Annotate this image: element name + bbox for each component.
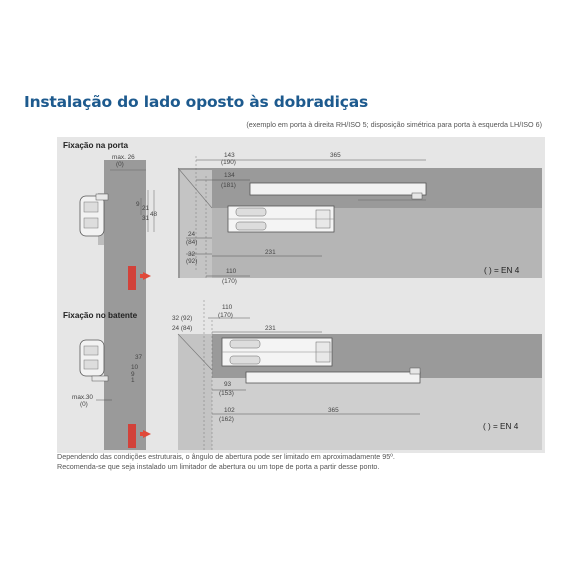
arrow-icon-bottom <box>143 430 151 438</box>
dim-93: 93 <box>224 381 232 388</box>
dim-231-top: 231 <box>265 249 276 256</box>
label-fixacao-porta: Fixação na porta <box>63 141 129 150</box>
dim-48: 48 <box>150 211 158 218</box>
dim-134b: (181) <box>221 182 236 189</box>
subtitle: (exemplo em porta à direita RH/ISO 5; disposição simétrica para porta à esquerda LH/ISO 6) <box>246 120 542 129</box>
dim-143: 143 <box>224 152 235 159</box>
label-fixacao-batente: Fixação no batente <box>63 311 138 320</box>
dim-110b-top: (170) <box>222 278 237 285</box>
dim-102: 102 <box>224 407 235 414</box>
side-view-frame <box>104 332 146 450</box>
dim-32: 32 <box>188 251 196 258</box>
red-stop <box>128 266 136 290</box>
dim-24-bottom: 24 (84) <box>172 325 193 332</box>
dim-9-b: 9 <box>131 371 135 378</box>
closer-body-bottom <box>222 338 332 366</box>
dim-24b: (84) <box>186 239 198 246</box>
dim-102b: (162) <box>219 416 234 423</box>
red-stop-bottom <box>128 424 136 448</box>
dim-max26: max. 26 <box>112 154 135 161</box>
closer-body-top <box>228 206 334 232</box>
dim-max30: max.30 <box>72 394 93 401</box>
dim-37: 37 <box>135 354 143 361</box>
dim-93b: (153) <box>219 390 234 397</box>
dim-134: 134 <box>224 172 235 179</box>
page-title: Instalação do lado oposto às dobradiças <box>24 93 368 111</box>
note-line-1: Dependendo das condições estruturais, o ângulo de abertura pode ser limitado em aproximadamente 95º. <box>57 452 395 461</box>
dim-max30b: (0) <box>80 401 88 408</box>
slide-rail-bottom <box>246 372 420 383</box>
dim-max26b: (0) <box>116 161 124 168</box>
dim-24: 24 <box>188 231 196 238</box>
slide-rail-top <box>250 183 426 195</box>
dim-110-top: 110 <box>226 268 237 275</box>
dim-32-bottom: 32 (92) <box>172 315 193 322</box>
dim-21: 21 <box>142 205 150 212</box>
dim-9: 9 <box>136 201 140 208</box>
note-line-2: Recomenda-se que seja instalado um limitador de abertura ou um tope de porta a partir desse ponto. <box>57 462 380 471</box>
en4-bottom: ( ) = EN 4 <box>483 422 519 431</box>
dim-1-b: 1 <box>131 377 135 384</box>
closer-side-view-bottom <box>80 340 108 381</box>
dim-110-bottom: 110 <box>222 304 233 311</box>
dim-365-bottom: 365 <box>328 407 339 414</box>
arrow-icon <box>143 272 151 280</box>
closer-side-view-top <box>80 194 108 236</box>
dim-110b-bottom: (170) <box>218 312 233 319</box>
dim-143b: (190) <box>221 159 236 166</box>
dim-365-top: 365 <box>330 152 341 159</box>
dim-231-bottom: 231 <box>265 325 276 332</box>
dim-10: 10 <box>131 364 139 371</box>
dim-31: 31 <box>142 215 150 222</box>
dim-32b: (92) <box>186 258 198 265</box>
en4-top: ( ) = EN 4 <box>484 266 520 275</box>
